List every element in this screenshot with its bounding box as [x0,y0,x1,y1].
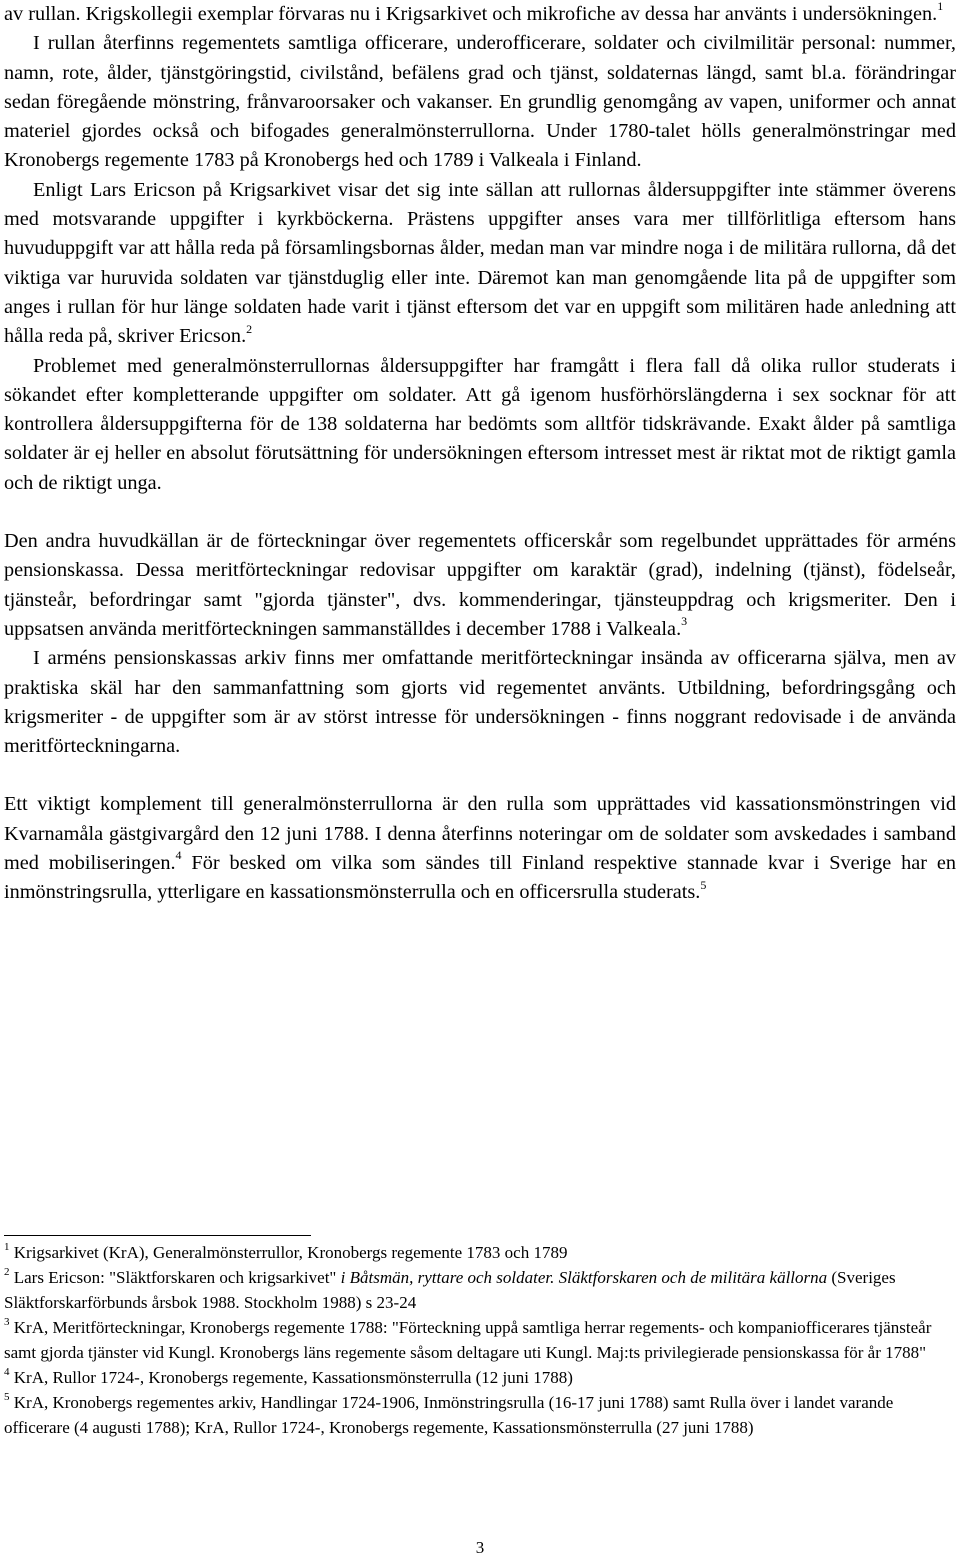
footnote-text: KrA, Kronobergs regementes arkiv, Handlingar 1724-1906, Inmönstringsrulla (16-17 juni 1788) samt Rulla över i landet varande officerare (4 augusti 1788); KrA, Rullor 1724-, Kronobergs regemente, Kassationsmönsterrulla (27 juni 1788) [4,1393,894,1437]
footnote-ref-1: 1 [937,0,944,14]
footnote-ref-4: 4 [175,848,182,863]
paragraph-6-text: I arméns pensionskassas arkiv finns mer omfattande meritförteckningar insända av officerarna själva, men av praktiska skäl har den sammanfattning som gjorts vid regementet använts. Utbildning, befordringsgång och krigsmeriter - de uppgifter som är av störst intresse för undersökningen - finns noggrant redovisade i de använda meritförteckningarna. [4,647,956,758]
footnote-text: KrA, Meritförteckningar, Kronobergs regemente 1788: "Förteckning uppå samtliga herrar regements- och kompaniofficerares tjänsteår samt gjorda tjänster vid Kungl. Kronobergs läns regemente såsom deltagare uti Kungl. Maj:ts privilegierade pensionskassa för år 1788" [4,1318,932,1362]
footnote-text-continued: (Sveriges Släktforskarförbunds årsbok 1988. Stockholm 1988) s 23-24 [4,1268,896,1312]
footnote-ref-2: 2 [246,321,253,336]
footnote-separator [4,1235,311,1236]
paragraph-2-text: I rullan återfinns regementets samtliga officerare, underofficerare, soldater och civilmilitär personal: nummer, namn, rote, ålder, tjänstgöringstid, civilstånd, befälens grad och tjänst, soldaternas längd, samt bl.a. förändringar sedan föregående mönstring, frånvaroorsaker och vakanser. En grundlig genomgång av vapen, uniformer och annat materiel gjordes också och bifogades generalmönsterrullorna. Under 1780-talet hölls generalmönstringar med Kronobergs regemente 1783 på Kronobergs hed och 1789 i Valkeala i Finland. [4,32,956,172]
footnote-number: 4 [4,1366,10,1379]
paragraph-7-text-continued: För besked om vilka som sändes till Finland respektive stannade kvar i Sverige har en inmönstringsrulla, ytterligare en kassationsmönsterrulla och en officersrulla studerats. [4,852,956,904]
paragraph-6 [4,644,956,761]
footnote-4 [4,1365,956,1390]
paragraph-5 [4,527,956,644]
footnote-5 [4,1390,956,1440]
body-text [4,0,956,908]
page-number: 3 [475,1538,485,1557]
footnote-ref-3: 3 [681,614,688,629]
paragraph-3-text: Enligt Lars Ericson på Krigsarkivet visar det sig inte sällan att rullornas åldersuppgifter inte stämmer överens med motsvarande uppgifter i kyrkböckerna. Prästens uppgifter anses vara mer tillförlitliga eftersom hans huvuduppgift var att hålla reda på församlingsbornas ålder, medan man var mindre noga i de militära rullorna, då det viktiga var huruvida soldaten var tjänstduglig eller inte. Däremot kan man genomgående lita på de uppgifter som anges i rullan för hur länge soldaten hade varit i tjänst eftersom det var en uppgift som militären hade anledning att hålla reda på, skriver Ericson. [4,178,956,348]
footnote-italic-title: i Båtsmän, ryttare och soldater. Släktforskaren och de militära källorna [340,1268,828,1287]
paragraph-1-text: av rullan. Krigskollegii exemplar förvaras nu i Krigsarkivet och mikrofiche av dessa har använts i undersökningen. [4,3,938,25]
paragraph-2 [4,29,956,175]
footnote-text: KrA, Rullor 1724-, Kronobergs regemente, Kassationsmönsterrulla (12 juni 1788) [13,1368,573,1387]
paragraph-4-text: Problemet med generalmönsterrullornas åldersuppgifter har framgått i flera fall då olika rullor studerats i sökandet efter kompletterande uppgifter om soldater. Att gå igenom husförhörslängderna i sex socknar för att kontrollera åldersuppgifterna för de 138 soldaterna har bedömts som alltför tidskrävande. Exakt ålder på samtliga soldater är ej heller en absolut förutsättning för undersökningen eftersom intresset mest är riktat mot de riktigt gamla och de riktigt unga. [4,354,956,494]
paragraph-1 [4,0,956,29]
paragraph-4 [4,352,956,498]
footnote-number: 2 [4,1266,10,1279]
paragraph-7 [4,790,956,907]
footnote-1 [4,1240,956,1265]
paragraph-3 [4,176,956,352]
paragraph-7-text: Ett viktigt komplement till generalmönsterrullorna är den rulla som upprättades vid kassationsmönstringen vid Kvarnamåla gästgivargård den 12 juni 1788. I denna återfinns noteringar om de soldater som avskedades i samband med mobiliseringen. [4,793,956,875]
footnote-text: Krigsarkivet (KrA), Generalmönsterrullor, Kronobergs regemente 1783 och 1789 [13,1243,568,1262]
paragraph-5-text: Den andra huvudkällan är de förteckningar över regementets officerskår som regelbundet upprättades för arméns pensionskassa. Dessa meritförteckningar redovisar uppgifter om karaktär (grad), indelning (tjänst), födelseår, tjänsteår, befordringar samt "gjorda tjänster", dvs. kommenderingar, tjänsteuppdrag och krigsmeriter. Den i uppsatsen använda meritförteckningen sammanställdes i december 1788 i Valkeala. [4,530,956,640]
footnote-number: 3 [4,1316,10,1329]
footnote-number: 5 [4,1391,10,1404]
footnote-text: Lars Ericson: "Släktforskaren och krigsarkivet" [13,1268,341,1287]
footnote-3 [4,1315,956,1365]
footnote-2 [4,1265,956,1315]
document-page [4,0,956,908]
footnote-number: 1 [4,1241,10,1254]
footnotes [4,1240,956,1440]
footnote-ref-5: 5 [700,877,707,892]
